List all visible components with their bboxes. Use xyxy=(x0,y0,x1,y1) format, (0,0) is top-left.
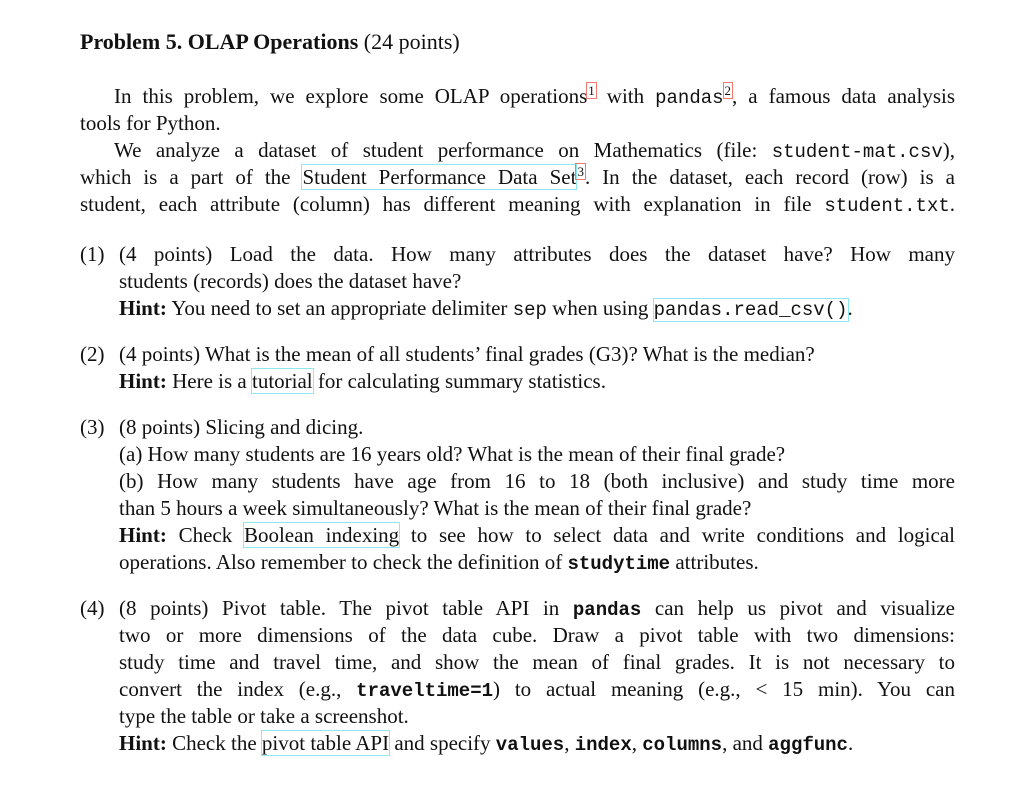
text: (a) How many students are 16 years old? What is the mean of their final grade? xyxy=(119,442,786,466)
text: attributes. xyxy=(670,550,759,574)
inline-code: sep xyxy=(512,299,547,321)
text: , xyxy=(631,731,643,755)
text: ), xyxy=(942,138,955,162)
inline-code: pandas xyxy=(572,599,642,621)
text: for calculating summary statistics. xyxy=(312,369,606,393)
text: two or more dimensions of the data cube. Draw a pivot table with two dimensions: xyxy=(119,623,955,647)
text-line xyxy=(119,268,461,295)
text: (8 points) Slicing and dicing. xyxy=(119,415,364,439)
bold-text: Hint: xyxy=(119,296,167,320)
text: (24 points) xyxy=(358,29,460,54)
text: . In the dataset, each record (row) is a xyxy=(584,165,956,189)
text-line xyxy=(80,164,955,191)
text: ) to actual meaning (e.g., < 15 min). You can xyxy=(493,677,956,701)
text: students (records) does the dataset have? xyxy=(119,269,462,293)
text: . xyxy=(949,192,955,216)
text: to see how to select data and write conditions and logical xyxy=(399,523,955,547)
text: Here is a xyxy=(166,369,252,393)
text-line xyxy=(114,137,955,164)
text: In this problem, we explore some OLAP operations xyxy=(114,84,588,108)
text: Check xyxy=(166,523,244,547)
text-line xyxy=(119,295,853,322)
text-line xyxy=(119,468,955,495)
text-line xyxy=(119,676,955,703)
hyperlink[interactable]: Boolean indexing xyxy=(243,523,400,547)
text: type the table or take a screenshot. xyxy=(119,704,409,728)
text: when using xyxy=(546,296,654,320)
text: . xyxy=(847,731,854,755)
text-line xyxy=(119,495,751,522)
inline-code: student.txt xyxy=(824,195,950,217)
text-line xyxy=(119,649,955,676)
text: Check the xyxy=(166,731,262,755)
item-label: (2) xyxy=(80,342,105,366)
hyperlink[interactable]: Student Performance Data Set xyxy=(302,165,577,189)
text-line xyxy=(119,522,955,549)
hyperlink[interactable]: tutorial xyxy=(251,369,313,393)
text: You need to set an appropriate delimiter xyxy=(166,296,513,320)
text-line xyxy=(119,703,409,730)
text: , and xyxy=(722,731,769,755)
text: which is a part of the xyxy=(80,165,303,189)
bold-text: Hint: xyxy=(119,369,167,393)
inline-code: pandas xyxy=(655,87,724,109)
text: (8 points) Pivot table. The pivot table API in xyxy=(119,596,573,620)
text: and specify xyxy=(389,731,496,755)
text-line xyxy=(80,191,955,218)
text: (b) How many students have age from 16 to 18 (both inclusive) and study time more xyxy=(119,469,955,493)
inline-code: traveltime=1 xyxy=(356,680,493,702)
text-line xyxy=(119,414,363,441)
text: , a famous data analysis xyxy=(732,84,955,108)
hyperlink[interactable]: pivot table API xyxy=(261,731,390,755)
footnote-ref[interactable]: 2 xyxy=(724,83,732,98)
text: convert the index (e.g., xyxy=(119,677,357,701)
inline-code: aggfunc xyxy=(768,734,848,756)
text: student, each attribute (column) has different meaning with explanation in file xyxy=(80,192,825,216)
text-line xyxy=(119,622,955,649)
bold-text: Problem 5. OLAP Operations xyxy=(80,29,359,54)
text: We analyze a dataset of student performance on Mathematics (file: xyxy=(114,138,772,162)
item-label: (1) xyxy=(80,242,105,266)
item-label: (3) xyxy=(80,415,105,439)
text: with xyxy=(595,84,656,108)
inline-code: columns xyxy=(642,734,723,756)
text: . xyxy=(847,296,853,320)
text-line xyxy=(114,83,955,110)
inline-code: studytime xyxy=(567,553,671,575)
text-line xyxy=(119,595,955,622)
text-line xyxy=(119,341,815,368)
text-line xyxy=(119,441,785,468)
text: operations. Also remember to check the definition of xyxy=(119,550,568,574)
text-line xyxy=(119,730,853,757)
text: than 5 hours a week simultaneously? What is the mean of their final grade? xyxy=(119,496,752,520)
text: (4 points) What is the mean of all students’ final grades (G3)? What is the median? xyxy=(119,342,815,366)
text: tools for Python. xyxy=(80,111,221,135)
problem-title xyxy=(80,28,460,55)
inline-code: student-mat.csv xyxy=(771,141,943,163)
text-line xyxy=(119,549,759,576)
footnote-ref[interactable]: 1 xyxy=(588,83,595,98)
bold-text: Hint: xyxy=(119,523,167,547)
bold-text: Hint: xyxy=(119,731,167,755)
text: can help us pivot and visualize xyxy=(641,596,955,620)
text-line xyxy=(119,368,606,395)
text: study time and travel time, and show the mean of final grades. It is not necessary to xyxy=(119,650,955,674)
footnote-ref[interactable]: 3 xyxy=(577,164,584,179)
text-line xyxy=(119,241,955,268)
hyperlink[interactable]: pandas.read_csv() xyxy=(653,299,848,321)
text: (4 points) Load the data. How many attributes does the dataset have? How many xyxy=(119,242,955,266)
text-line xyxy=(80,110,221,137)
text: , xyxy=(564,731,575,755)
inline-code: values xyxy=(495,734,565,756)
inline-code: index xyxy=(574,734,632,756)
item-label: (4) xyxy=(80,596,105,620)
